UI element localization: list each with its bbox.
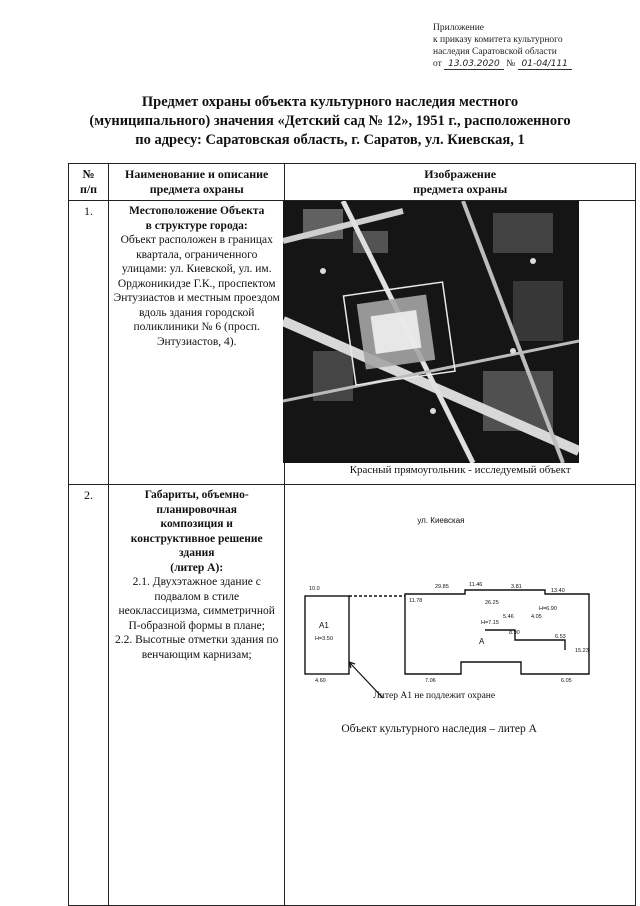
row-title: в структуре города: <box>145 219 248 232</box>
row-title: (литер А): <box>170 561 224 574</box>
handwritten-number: 01-04/111 <box>518 59 572 70</box>
row-item: 2.1. Двухэтажное здание с подвалом в стиле неоклассицизма, симметричной П-образной формы в плане; <box>118 576 275 632</box>
dimension-label: Н=3.50 <box>315 636 334 642</box>
header-name <box>109 164 285 201</box>
row-description <box>109 485 285 906</box>
aerial-map-image <box>283 201 579 463</box>
street-label: ул. Киевская <box>417 516 465 525</box>
row-number: 2. <box>69 485 109 906</box>
row-image-cell <box>285 201 636 485</box>
floor-plan-drawing <box>285 580 633 770</box>
title-line: Предмет охраны объекта культурного наследия местного <box>141 94 519 110</box>
row-title: здания <box>178 547 215 559</box>
table-row <box>69 485 636 906</box>
row-title: конструктивное решение <box>130 532 263 545</box>
dimension-label: 13.40 <box>551 588 566 594</box>
handwritten-date: 13.03.2020 <box>444 59 504 70</box>
dimension-label: 11.78 <box>409 598 423 604</box>
appendix-block <box>433 22 633 70</box>
dimension-label: 11.46 <box>469 582 483 588</box>
appendix-line: наследия Саратовской области <box>433 47 557 57</box>
building-label: А1 <box>319 621 330 630</box>
map-caption: Красный прямоугольник - исследуемый объект <box>349 464 571 476</box>
appendix-line: Приложение <box>433 23 484 33</box>
number-label: № <box>506 59 516 69</box>
map-wrapper <box>285 201 635 463</box>
header-num <box>69 164 109 201</box>
row-title: Местоположение Объекта <box>129 205 265 217</box>
row-text: Объект расположен в границах квартала, ограниченного улицами: ул. Киевской, ул. им. Орджоникидзе Г.К., проспектом Энтузиастов и местным проездом вдоль здания городской поликлиники № 6 (просп. Энтузиастов, 4). <box>113 234 280 348</box>
header-text: Изображение <box>424 167 497 181</box>
header-text: предмета охраны <box>413 182 508 196</box>
row-description <box>109 201 285 485</box>
header-text: № <box>82 167 95 181</box>
dimension-label: 10.0 <box>309 586 321 592</box>
row-number: 1. <box>69 201 109 485</box>
building-label: А <box>479 637 485 646</box>
a1-note: Литер А1 не подлежит охране <box>373 691 496 701</box>
dimension-label: 26.25 <box>485 600 500 606</box>
header-image <box>285 164 636 201</box>
dimension-label: 4.60 <box>315 678 327 684</box>
row-title: планировочная <box>156 503 238 516</box>
dimension-label: 7.06 <box>425 678 437 684</box>
row-item: 2.2. Высотные отметки здания по венчающим карнизам; <box>114 634 279 661</box>
row-title: Габариты, объемно- <box>144 489 249 501</box>
row-title: композиция и <box>160 518 233 530</box>
dimension-label: 8.90 <box>509 630 521 636</box>
dimension-label: 5.46 <box>503 614 515 620</box>
dimension-label: 4.05 <box>531 614 543 620</box>
dimension-label: H=6.90 <box>539 606 558 612</box>
header-text: Наименование и описание <box>125 167 269 181</box>
dimension-label: 6.05 <box>561 678 573 684</box>
floor-plan-cell <box>285 485 636 906</box>
dimension-label: H=7.15 <box>481 620 500 626</box>
document-title <box>60 93 600 150</box>
object-note: Объект культурного наследия – литер А <box>341 723 537 735</box>
dimension-label: 29.85 <box>435 584 450 590</box>
table-header-row <box>69 164 636 201</box>
title-line: по адресу: Саратовская область, г. Саратов, ул. Киевская, 1 <box>135 132 525 148</box>
dimension-label: 3.81 <box>511 584 523 590</box>
from-label: от <box>433 59 442 69</box>
title-line: (муниципального) значения «Детский сад № 12», 1951 г., расположенного <box>89 113 571 129</box>
dimension-label: 15.23 <box>575 648 590 654</box>
appendix-line: к приказу комитета культурного <box>433 35 563 45</box>
dimension-label: 6.53 <box>555 634 567 640</box>
protection-table <box>68 163 636 906</box>
header-text: п/п <box>79 182 98 196</box>
appendix-date-line <box>433 58 633 70</box>
header-text: предмета охраны <box>149 182 244 196</box>
table-row <box>69 201 636 485</box>
